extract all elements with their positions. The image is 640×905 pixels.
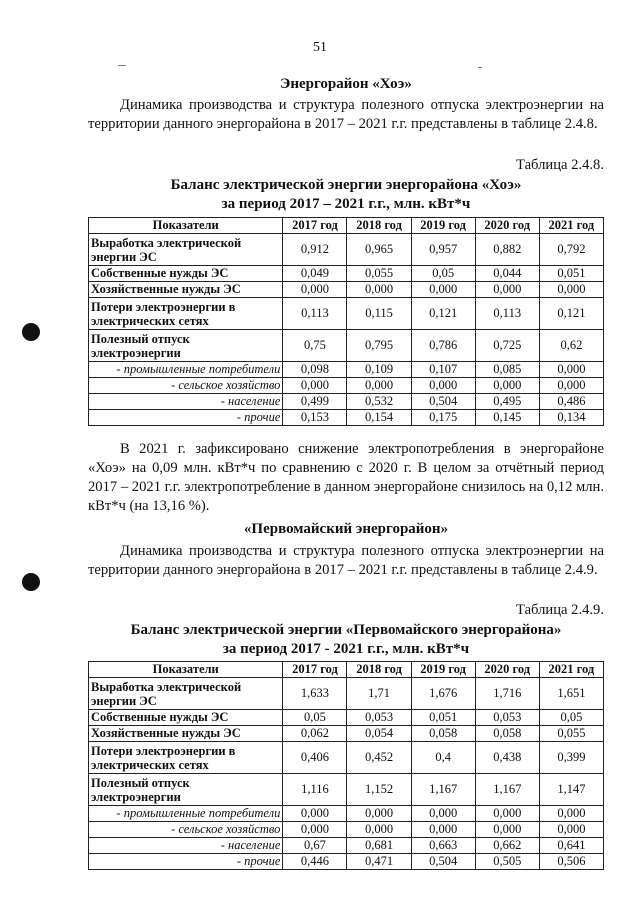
table-cell-value: 0,000 bbox=[283, 378, 347, 394]
table-cell-value: 0,663 bbox=[411, 838, 475, 854]
table-cell-value: 0,145 bbox=[475, 410, 539, 426]
table-cell-value: 0,000 bbox=[475, 282, 539, 298]
table-row bbox=[89, 838, 604, 854]
table-cell-value: 0,725 bbox=[475, 330, 539, 362]
table-cell-value: 0,049 bbox=[283, 266, 347, 282]
table-cell-value: 0,4 bbox=[411, 742, 475, 774]
row-label: - промышленные потребители bbox=[89, 806, 283, 822]
row-label: Хозяйственные нужды ЭС bbox=[89, 726, 283, 742]
table-cell-value: 0,957 bbox=[411, 234, 475, 266]
table-title-line1: Баланс электрической энергии «Первомайского энергорайона» bbox=[130, 622, 562, 638]
table-cell-value: 0,055 bbox=[539, 726, 603, 742]
table-cell-value: 0,058 bbox=[411, 726, 475, 742]
table-cell-value: 0,000 bbox=[283, 282, 347, 298]
table-cell-value: 0,882 bbox=[475, 234, 539, 266]
column-header-year: 2020 год bbox=[475, 662, 539, 678]
table-row bbox=[89, 410, 604, 426]
column-header-indicator: Показатели bbox=[89, 218, 283, 234]
table-row bbox=[89, 742, 604, 774]
page-number: 51 bbox=[313, 40, 327, 55]
table-cell-value: 0,000 bbox=[539, 806, 603, 822]
table-cell-value: 0,085 bbox=[475, 362, 539, 378]
table-row bbox=[89, 822, 604, 838]
row-label: Хозяйственные нужды ЭС bbox=[89, 282, 283, 298]
table-cell-value: 0,000 bbox=[347, 806, 411, 822]
table-cell-value: 0,75 bbox=[283, 330, 347, 362]
table-cell-value: 0,446 bbox=[283, 854, 347, 870]
table-cell-value: 0,115 bbox=[347, 298, 411, 330]
table-row bbox=[89, 726, 604, 742]
table-cell-value: 0,000 bbox=[475, 822, 539, 838]
conclusion-paragraph-hoe: В 2021 г. зафиксировано снижение электропотребления в энергорайоне «Хоэ» на 0,09 млн. кВт*ч по сравнению с 2020 г. В целом за отчётный период 2017 – 2021 г.г. электропотребление в данном энергорайоне снизилось на 0,12 млн. кВт*ч (на 13,16 %). bbox=[88, 441, 604, 514]
column-header-year: 2021 год bbox=[539, 662, 603, 678]
row-label: - сельское хозяйство bbox=[89, 378, 283, 394]
table-cell-value: 0,486 bbox=[539, 394, 603, 410]
table-cell-value: 0,452 bbox=[347, 742, 411, 774]
table-cell-value: 0,681 bbox=[347, 838, 411, 854]
table-cell-value: 0,795 bbox=[347, 330, 411, 362]
column-header-year: 2017 год bbox=[283, 218, 347, 234]
table-cell-value: 0,054 bbox=[347, 726, 411, 742]
column-header-year: 2019 год bbox=[411, 218, 475, 234]
table-cell-value: 0,000 bbox=[411, 378, 475, 394]
table-cell-value: 0,051 bbox=[539, 266, 603, 282]
table-title-line2: за период 2017 - 2021 г.г., млн. кВт*ч bbox=[222, 641, 470, 657]
table-cell-value: 0,965 bbox=[347, 234, 411, 266]
table-cell-value: 0,000 bbox=[411, 806, 475, 822]
row-label: Выработка электрической энергии ЭС bbox=[89, 234, 283, 266]
table-cell-value: 0,154 bbox=[347, 410, 411, 426]
column-header-year: 2017 год bbox=[283, 662, 347, 678]
row-label: Собственные нужды ЭС bbox=[89, 266, 283, 282]
section-title-pervomaysky: «Первомайский энергорайон» bbox=[243, 521, 449, 537]
table-row bbox=[89, 298, 604, 330]
scan-mark bbox=[118, 65, 126, 66]
table-cell-value: 0,062 bbox=[283, 726, 347, 742]
table-cell-value: 0,044 bbox=[475, 266, 539, 282]
table-row bbox=[89, 362, 604, 378]
table-cell-value: 0,000 bbox=[283, 822, 347, 838]
table-cell-value: 1,167 bbox=[411, 774, 475, 806]
table-title-line1: Баланс электрической энергии энергорайона «Хоэ» bbox=[170, 177, 522, 193]
table-cell-value: 0,05 bbox=[283, 710, 347, 726]
table-row bbox=[89, 774, 604, 806]
table-row bbox=[89, 854, 604, 870]
table-cell-value: 0,055 bbox=[347, 266, 411, 282]
table-cell-value: 0,153 bbox=[283, 410, 347, 426]
balance-table-hoe bbox=[88, 217, 604, 426]
table-cell-value: 0,121 bbox=[411, 298, 475, 330]
row-label: - прочие bbox=[89, 410, 283, 426]
table-cell-value: 0,499 bbox=[283, 394, 347, 410]
table-cell-value: 0,051 bbox=[411, 710, 475, 726]
table-cell-value: 0,506 bbox=[539, 854, 603, 870]
table-cell-value: 0,406 bbox=[283, 742, 347, 774]
table-cell-value: 0,67 bbox=[283, 838, 347, 854]
row-label: - прочие bbox=[89, 854, 283, 870]
table-title-line2: за период 2017 – 2021 г.г., млн. кВт*ч bbox=[221, 196, 471, 212]
table-cell-value: 0,05 bbox=[411, 266, 475, 282]
table-cell-value: 0,175 bbox=[411, 410, 475, 426]
table-cell-value: 0,505 bbox=[475, 854, 539, 870]
table-row bbox=[89, 266, 604, 282]
table-cell-value: 0,05 bbox=[539, 710, 603, 726]
row-label: Выработка электрической энергии ЭС bbox=[89, 678, 283, 710]
table-cell-value: 1,147 bbox=[539, 774, 603, 806]
row-label: Потери электроэнергии в электрических сетях bbox=[89, 742, 283, 774]
table-cell-value: 1,71 bbox=[347, 678, 411, 710]
row-label: Потери электроэнергии в электрических сетях bbox=[89, 298, 283, 330]
table-cell-value: 0,000 bbox=[539, 378, 603, 394]
table-cell-value: 0,000 bbox=[347, 282, 411, 298]
table-row bbox=[89, 710, 604, 726]
table-cell-value: 0,399 bbox=[539, 742, 603, 774]
binder-hole bbox=[22, 573, 40, 591]
table-header-row bbox=[89, 218, 604, 234]
balance-table-pervomaysky bbox=[88, 661, 604, 870]
table-cell-value: 0,000 bbox=[475, 378, 539, 394]
intro-paragraph-hoe: Динамика производства и структура полезного отпуска электроэнергии на территории данного энергорайона в 2017 – 2021 г.г. представлены в таблице 2.4.8. bbox=[88, 97, 604, 132]
table-cell-value: 0,662 bbox=[475, 838, 539, 854]
column-header-year: 2020 год bbox=[475, 218, 539, 234]
table-row bbox=[89, 394, 604, 410]
table-number-pervomaysky: Таблица 2.4.9. bbox=[516, 602, 604, 618]
table-cell-value: 1,152 bbox=[347, 774, 411, 806]
table-number-hoe: Таблица 2.4.8. bbox=[516, 157, 604, 173]
table-cell-value: 0,000 bbox=[283, 806, 347, 822]
table-cell-value: 0,121 bbox=[539, 298, 603, 330]
table-cell-value: 0,053 bbox=[347, 710, 411, 726]
table-cell-value: 0,107 bbox=[411, 362, 475, 378]
row-label: Собственные нужды ЭС bbox=[89, 710, 283, 726]
table-row bbox=[89, 330, 604, 362]
table-cell-value: 1,633 bbox=[283, 678, 347, 710]
table-cell-value: 0,109 bbox=[347, 362, 411, 378]
row-label: - промышленные потребители bbox=[89, 362, 283, 378]
column-header-year: 2018 год bbox=[347, 662, 411, 678]
table-cell-value: 0,641 bbox=[539, 838, 603, 854]
column-header-year: 2021 год bbox=[539, 218, 603, 234]
table-cell-value: 0,000 bbox=[539, 282, 603, 298]
table-cell-value: 0,786 bbox=[411, 330, 475, 362]
table-cell-value: 0,532 bbox=[347, 394, 411, 410]
table-cell-value: 0,113 bbox=[283, 298, 347, 330]
row-label: - сельское хозяйство bbox=[89, 822, 283, 838]
table-cell-value: 0,504 bbox=[411, 854, 475, 870]
table-cell-value: 1,716 bbox=[475, 678, 539, 710]
row-label: - население bbox=[89, 838, 283, 854]
table-cell-value: 0,62 bbox=[539, 330, 603, 362]
table-cell-value: 0,792 bbox=[539, 234, 603, 266]
scan-mark bbox=[478, 67, 482, 68]
table-cell-value: 0,504 bbox=[411, 394, 475, 410]
table-cell-value: 1,676 bbox=[411, 678, 475, 710]
table-row bbox=[89, 234, 604, 266]
table-cell-value: 0,113 bbox=[475, 298, 539, 330]
binder-hole bbox=[22, 323, 40, 341]
table-cell-value: 0,000 bbox=[411, 282, 475, 298]
table-row bbox=[89, 806, 604, 822]
table-cell-value: 0,053 bbox=[475, 710, 539, 726]
table-cell-value: 0,912 bbox=[283, 234, 347, 266]
row-label: - население bbox=[89, 394, 283, 410]
column-header-indicator: Показатели bbox=[89, 662, 283, 678]
table-cell-value: 0,000 bbox=[411, 822, 475, 838]
table-cell-value: 0,058 bbox=[475, 726, 539, 742]
row-label: Полезный отпуск электроэнергии bbox=[89, 774, 283, 806]
table-cell-value: 0,438 bbox=[475, 742, 539, 774]
table-cell-value: 1,651 bbox=[539, 678, 603, 710]
row-label: Полезный отпуск электроэнергии bbox=[89, 330, 283, 362]
column-header-year: 2019 год bbox=[411, 662, 475, 678]
table-cell-value: 0,098 bbox=[283, 362, 347, 378]
table-cell-value: 0,471 bbox=[347, 854, 411, 870]
table-title-pervomaysky bbox=[88, 621, 604, 659]
table-cell-value: 0,000 bbox=[539, 822, 603, 838]
column-header-year: 2018 год bbox=[347, 218, 411, 234]
table-cell-value: 0,000 bbox=[347, 378, 411, 394]
table-row bbox=[89, 282, 604, 298]
table-cell-value: 0,000 bbox=[475, 806, 539, 822]
table-cell-value: 1,167 bbox=[475, 774, 539, 806]
table-cell-value: 0,134 bbox=[539, 410, 603, 426]
intro-paragraph-pervomaysky: Динамика производства и структура полезного отпуска электроэнергии на территории данного энергорайона в 2017 – 2021 г.г. представлены в таблице 2.4.9. bbox=[88, 543, 604, 578]
table-row bbox=[89, 678, 604, 710]
table-cell-value: 0,000 bbox=[347, 822, 411, 838]
table-header-row bbox=[89, 662, 604, 678]
table-row bbox=[89, 378, 604, 394]
table-cell-value: 0,495 bbox=[475, 394, 539, 410]
table-cell-value: 0,000 bbox=[539, 362, 603, 378]
table-cell-value: 1,116 bbox=[283, 774, 347, 806]
table-title-hoe bbox=[88, 176, 604, 214]
section-title-hoe: Энергорайон «Хоэ» bbox=[280, 76, 412, 92]
